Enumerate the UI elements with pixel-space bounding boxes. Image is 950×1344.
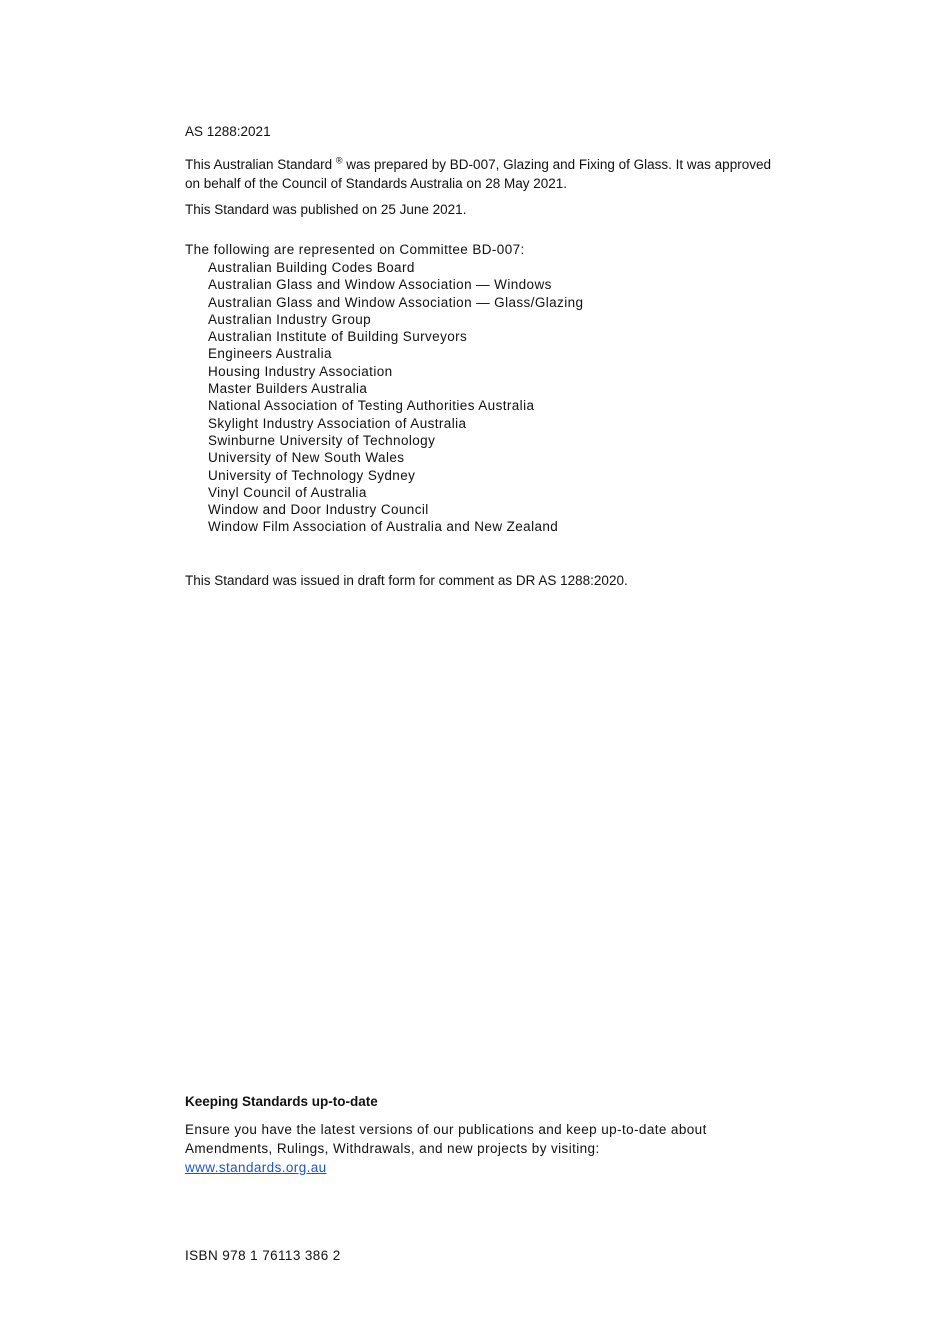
committee-member: Australian Building Codes Board — [208, 260, 415, 275]
keeping-up-to-date-heading: Keeping Standards up-to-date — [185, 1094, 378, 1109]
isbn: ISBN 978 1 76113 386 2 — [185, 1248, 341, 1263]
committee-member: Window Film Association of Australia and New Zealand — [208, 519, 559, 535]
committee-member: National Association of Testing Authorities Australia — [208, 398, 535, 414]
committee-member: Master Builders Australia — [208, 381, 368, 397]
committee-member: Australian Industry Group — [208, 311, 372, 327]
committee-member: Housing Industry Association — [208, 363, 393, 379]
registered-mark: ® — [335, 155, 343, 166]
standards-website-link[interactable]: www.standards.org.au — [185, 1160, 327, 1175]
committee-member: Australian Glass and Window Association — Glass/Glazing — [208, 294, 584, 310]
preparation-statement — [185, 155, 785, 193]
keeping-up-to-date-text: Ensure you have the latest versions of our publications and keep up-to-date about Amendments, Rulings, Withdrawals, and new projects by visiting: — [185, 1122, 707, 1156]
committee-member: Australian Glass and Window Association — Windows — [208, 277, 552, 293]
preparation-text-end: was prepared by BD-007, Glazing and Fixing of Glass. It was approved on behalf of the Council of Standards Australia on 28 May 2021. — [185, 157, 771, 191]
committee-heading: The following are represented on Committee BD-007: — [185, 242, 525, 257]
publication-date-statement: This Standard was published on 25 June 2021. — [185, 202, 467, 217]
committee-member: University of Technology Sydney — [208, 467, 416, 483]
committee-member: Engineers Australia — [208, 346, 332, 362]
document-id: AS 1288:2021 — [185, 124, 271, 139]
committee-member: Swinburne University of Technology — [208, 432, 436, 448]
committee-member: University of New South Wales — [208, 450, 405, 466]
committee-member: Window and Door Industry Council — [208, 502, 429, 518]
preparation-text-start: This Australian Standard — [185, 157, 333, 172]
committee-member: Vinyl Council of Australia — [208, 484, 367, 500]
committee-member: Skylight Industry Association of Australia — [208, 415, 467, 431]
committee-member: Australian Institute of Building Surveyors — [208, 329, 468, 345]
draft-statement: This Standard was issued in draft form for comment as DR AS 1288:2020. — [185, 573, 628, 588]
committee-member-list — [208, 259, 583, 536]
